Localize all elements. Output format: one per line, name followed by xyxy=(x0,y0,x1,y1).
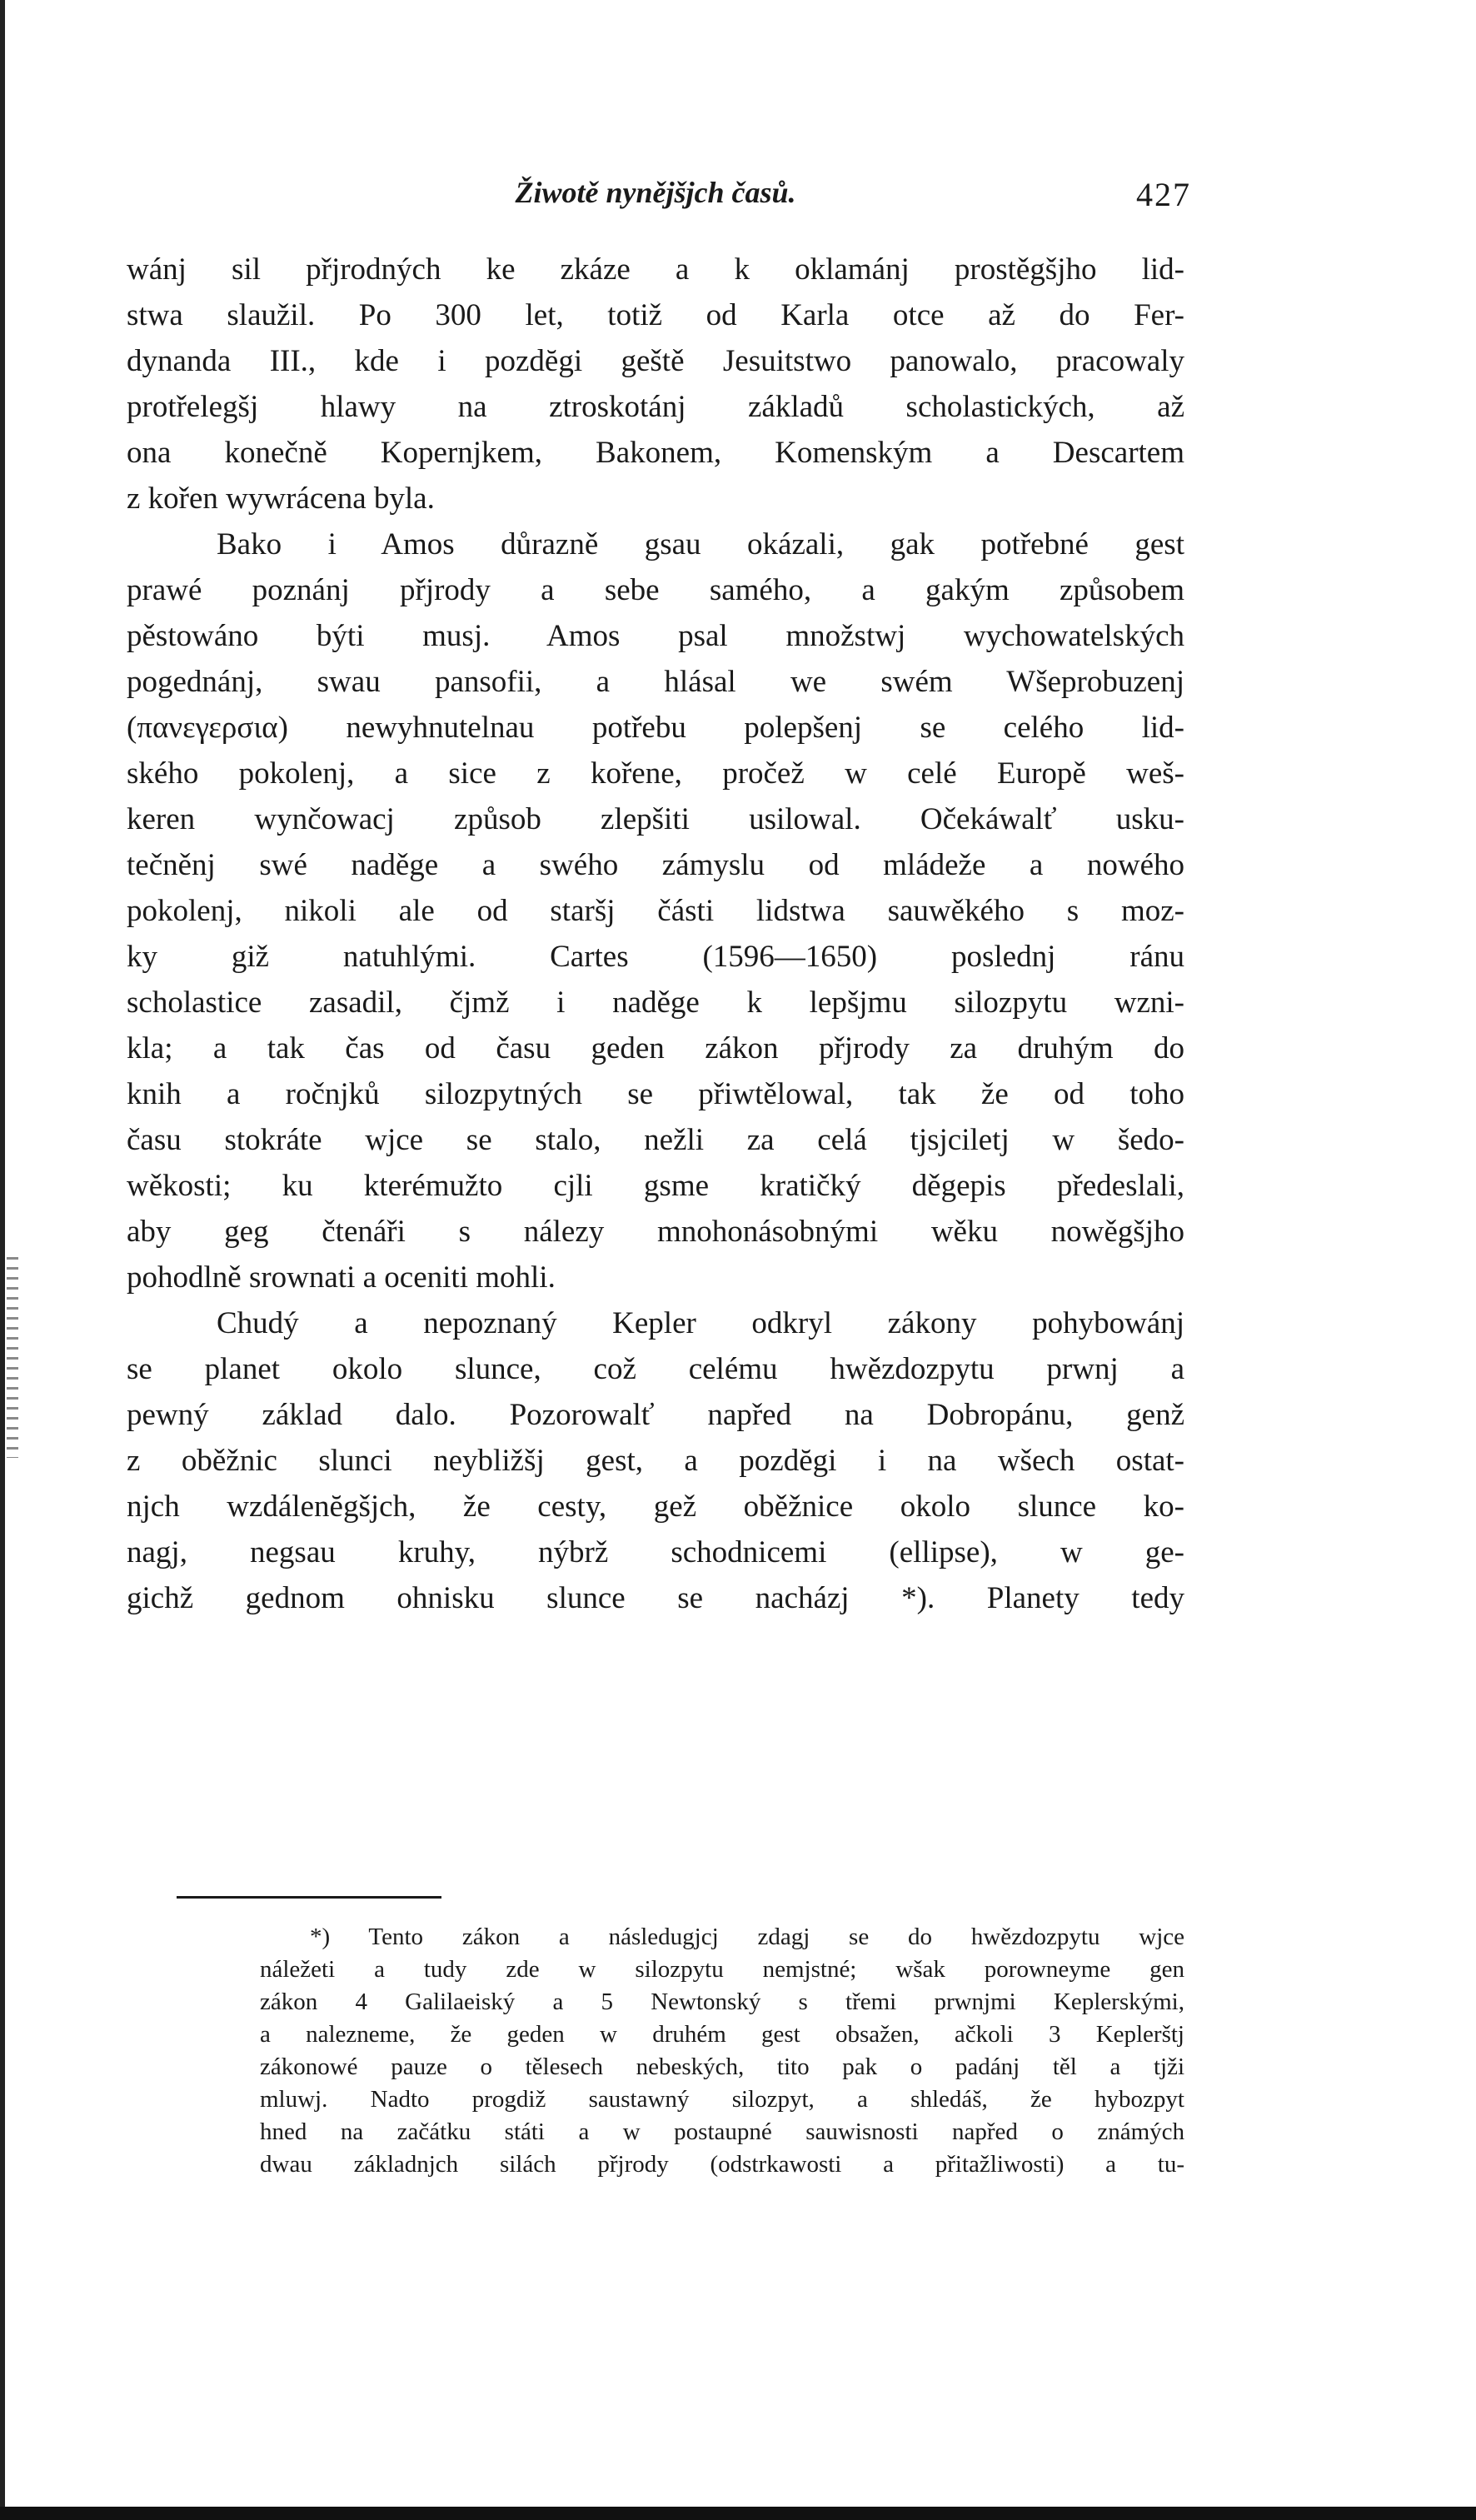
text-line: Bako i Amos důrazně gsau okázali, gak potřebné gest xyxy=(217,527,1184,561)
text-line: scholastice zasadil, čjmž i naděge k lepšjmu silozpytu wzni- xyxy=(127,986,1184,1020)
running-title: Žiwotě nynějšjch časů. xyxy=(515,176,796,209)
text-line: ona konečně Kopernjkem, Bakonem, Komenským a Descartem xyxy=(127,436,1184,470)
text-line: tečněnj swé naděge a swého zámyslu od mládeže a nowého xyxy=(127,848,1184,882)
text-line: nagj, negsau kruhy, nýbrž schodnicemi (ellipse), w ge- xyxy=(127,1535,1184,1569)
footnote-line: hned na začátku státi a w postaupné sauwisnosti napřed o známých xyxy=(260,2118,1184,2145)
book-page xyxy=(127,167,1191,2178)
text-line: pewný základ dalo. Pozorowalť napřed na Dobropánu, genž xyxy=(127,1398,1184,1432)
footnote-line: dwau základnjch silách přjrody (odstrkawosti a přitažliwosti) a tu- xyxy=(260,2151,1184,2178)
scan-margin-specks xyxy=(7,1250,18,1458)
text-line: knih a ročnjků silozpytných se přiwtělowal, tak že od toho xyxy=(127,1077,1184,1111)
text-line: (πανεγερσια) newyhnutelnau potřebu polepšenj se celého lid- xyxy=(127,711,1184,745)
body-text xyxy=(127,247,1184,1621)
text-line: ky giž natuhlými. Cartes (1596—1650) poslednj ránu xyxy=(127,940,1184,974)
text-line: kla; a tak čas od času geden zákon přjrody za druhým do xyxy=(127,1031,1184,1065)
text-line: z oběžnic slunci neybližšj gest, a pozdĕgi i na wšech ostat- xyxy=(127,1444,1184,1478)
page-header xyxy=(127,167,1191,220)
footnote-line: zákonowé pauze o tělesech nebeských, tito pak o padánj těl a tjži xyxy=(260,2053,1184,2080)
footnote-line: zákon 4 Galilaeiský a 5 Newtonský s třemi prwnjmi Keplerskými, xyxy=(260,1989,1184,2015)
footnote xyxy=(260,1921,1184,2181)
scan-bottom-edge xyxy=(0,2507,1476,2520)
text-line: se planet okolo slunce, což celému hwězdozpytu prwnj a xyxy=(127,1352,1184,1386)
text-line: Chudý a nepoznaný Kepler odkryl zákony pohybowánj xyxy=(217,1306,1184,1340)
text-line: njch wzdálenĕgšjch, že cesty, gež oběžnice okolo slunce ko- xyxy=(127,1490,1184,1524)
text-line: aby geg čtenáři s nálezy mnohonásobnými wěku nowěgšjho xyxy=(127,1215,1184,1249)
text-line: z kořen wywrácena byla. xyxy=(127,482,435,516)
page-number: 427 xyxy=(1136,176,1191,213)
text-line: pěstowáno býti musj. Amos psal množstwj wychowatelských xyxy=(127,619,1184,653)
text-line: dynanda III., kde i pozdĕgi geště Jesuitstwo panowalo, pracowaly xyxy=(127,344,1184,378)
footnote-line: náležeti a tudy zde w silozpytu nemjstné; wšak porowneyme gen xyxy=(260,1956,1184,1983)
text-line: prawé poznánj přjrody a sebe samého, a gakým způsobem xyxy=(127,573,1184,607)
footnote-line: a nalezneme, že geden w druhém gest obsažen, ačkoli 3 Keplerštj xyxy=(260,2021,1184,2048)
text-line: gichž gednom ohnisku slunce se nacházj *). Planety tedy xyxy=(127,1581,1184,1615)
footnote-line: mluwj. Nadto progdiž saustawný silozpyt, a shledáš, že hybozpyt xyxy=(260,2086,1184,2113)
text-line: pokolenj, nikoli ale od staršj části lidstwa sauwěkého s moz- xyxy=(127,894,1184,928)
text-line: pohodlně srownati a oceniti mohli. xyxy=(127,1260,556,1295)
text-line: protřelegšj hlawy na ztroskotánj základů scholastických, až xyxy=(127,390,1184,424)
text-line: wánj sil přjrodných ke zkáze a k oklamánj prostěgšjho lid- xyxy=(127,252,1184,287)
text-line: keren wynčowacj způsob zlepšiti usilowal. Očekáwalť usku- xyxy=(127,802,1184,836)
footnote-rule xyxy=(177,1896,441,1899)
text-line: ského pokolenj, a sice z kořene, pročež w celé Europě weš- xyxy=(127,756,1184,791)
text-line: stwa slaužil. Po 300 let, totiž od Karla otce až do Fer- xyxy=(127,298,1184,332)
text-line: wěkosti; ku kterémužto cjli gsme kratičký děgepis předeslali, xyxy=(127,1169,1184,1203)
text-line: času stokráte wjce se stalo, nežli za celá tjsjciletj w šedo- xyxy=(127,1123,1184,1157)
footnote-line: *) Tento zákon a následugjcj zdagj se do hwězdozpytu wjce xyxy=(310,1924,1184,1950)
text-line: pogednánj, swau pansofii, a hlásal we swém Wšeprobuzenj xyxy=(127,665,1184,699)
scan-left-edge xyxy=(0,0,5,2520)
